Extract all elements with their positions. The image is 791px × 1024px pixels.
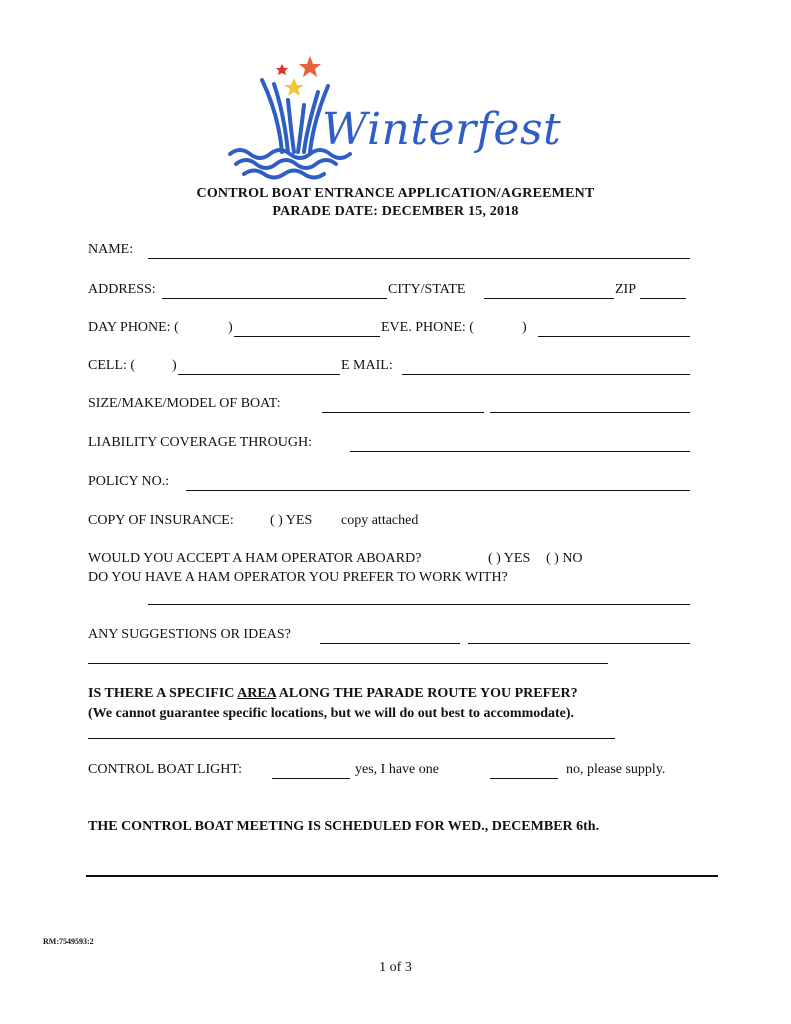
cell-close: ) [172, 358, 177, 373]
email-label: E MAIL: [341, 358, 393, 373]
day-phone-label: DAY PHONE: ( [88, 320, 179, 335]
ham-no-option[interactable]: ( ) NO [546, 551, 583, 566]
area-note: (We cannot guarantee specific locations, but we will do out best to accommodate). [88, 706, 575, 721]
day-phone-field[interactable] [234, 336, 380, 337]
name-label: NAME: [88, 242, 134, 257]
logo-wordmark: Winterfest [322, 104, 562, 155]
city-state-label: CITY/STATE [388, 282, 466, 297]
email-field[interactable] [402, 374, 690, 375]
insurance-attached-note: copy attached [341, 513, 419, 528]
address-field[interactable] [162, 298, 387, 299]
suggestions-label: ANY SUGGESTIONS OR IDEAS? [88, 627, 291, 642]
name-field[interactable] [148, 258, 690, 259]
liability-label: LIABILITY COVERAGE THROUGH: [88, 435, 312, 450]
light-yes-field[interactable] [272, 778, 350, 779]
star-icon [284, 78, 304, 96]
cell-label: CELL: ( [88, 358, 136, 373]
eve-phone-field[interactable] [538, 336, 690, 337]
ham-prefer-field[interactable] [148, 604, 690, 605]
liability-field[interactable] [350, 451, 690, 452]
boat-field-2[interactable] [490, 412, 690, 413]
light-no-text: no, please supply. [566, 762, 666, 777]
ham-question: WOULD YOU ACCEPT A HAM OPERATOR ABOARD? [88, 551, 422, 566]
cell-field[interactable] [178, 374, 340, 375]
signature-line[interactable] [86, 875, 718, 877]
city-state-field[interactable] [484, 298, 614, 299]
meeting-notice: THE CONTROL BOAT MEETING IS SCHEDULED FOR WED., DECEMBER 6th. [88, 819, 600, 834]
insurance-yes-option[interactable]: ( ) YES [270, 513, 313, 528]
form-title: CONTROL BOAT ENTRANCE APPLICATION/AGREEMENT [196, 186, 595, 201]
document-ref: RM:7549593:2 [43, 937, 94, 946]
insurance-label: COPY OF INSURANCE: [88, 513, 234, 528]
zip-field[interactable] [640, 298, 686, 299]
policy-label: POLICY NO.: [88, 474, 170, 489]
zip-label: ZIP [615, 282, 636, 297]
light-no-field[interactable] [490, 778, 558, 779]
eve-phone-label: EVE. PHONE: ( [381, 320, 474, 335]
ham-prefer-question: DO YOU HAVE A HAM OPERATOR YOU PREFER TO WORK WITH? [88, 570, 508, 585]
area-field[interactable] [88, 738, 615, 739]
page-number: 1 of 3 [379, 960, 412, 975]
policy-field[interactable] [186, 490, 690, 491]
suggestions-field-2[interactable] [468, 643, 690, 644]
address-label: ADDRESS: [88, 282, 156, 297]
eve-phone-close: ) [522, 320, 527, 335]
boat-label: SIZE/MAKE/MODEL OF BOAT: [88, 396, 281, 411]
light-label: CONTROL BOAT LIGHT: [88, 762, 243, 777]
area-question: IS THERE A SPECIFIC AREA ALONG THE PARADE ROUTE YOU PREFER? [88, 686, 578, 701]
boat-field-1[interactable] [322, 412, 484, 413]
suggestions-field-3[interactable] [88, 663, 608, 664]
suggestions-field-1[interactable] [320, 643, 460, 644]
day-phone-close: ) [228, 320, 233, 335]
star-icon [276, 64, 288, 75]
parade-date: PARADE DATE: DECEMBER 15, 2018 [272, 204, 519, 219]
ham-yes-option[interactable]: ( ) YES [488, 551, 531, 566]
light-yes-text: yes, I have one [355, 762, 439, 777]
star-icon [299, 56, 321, 77]
